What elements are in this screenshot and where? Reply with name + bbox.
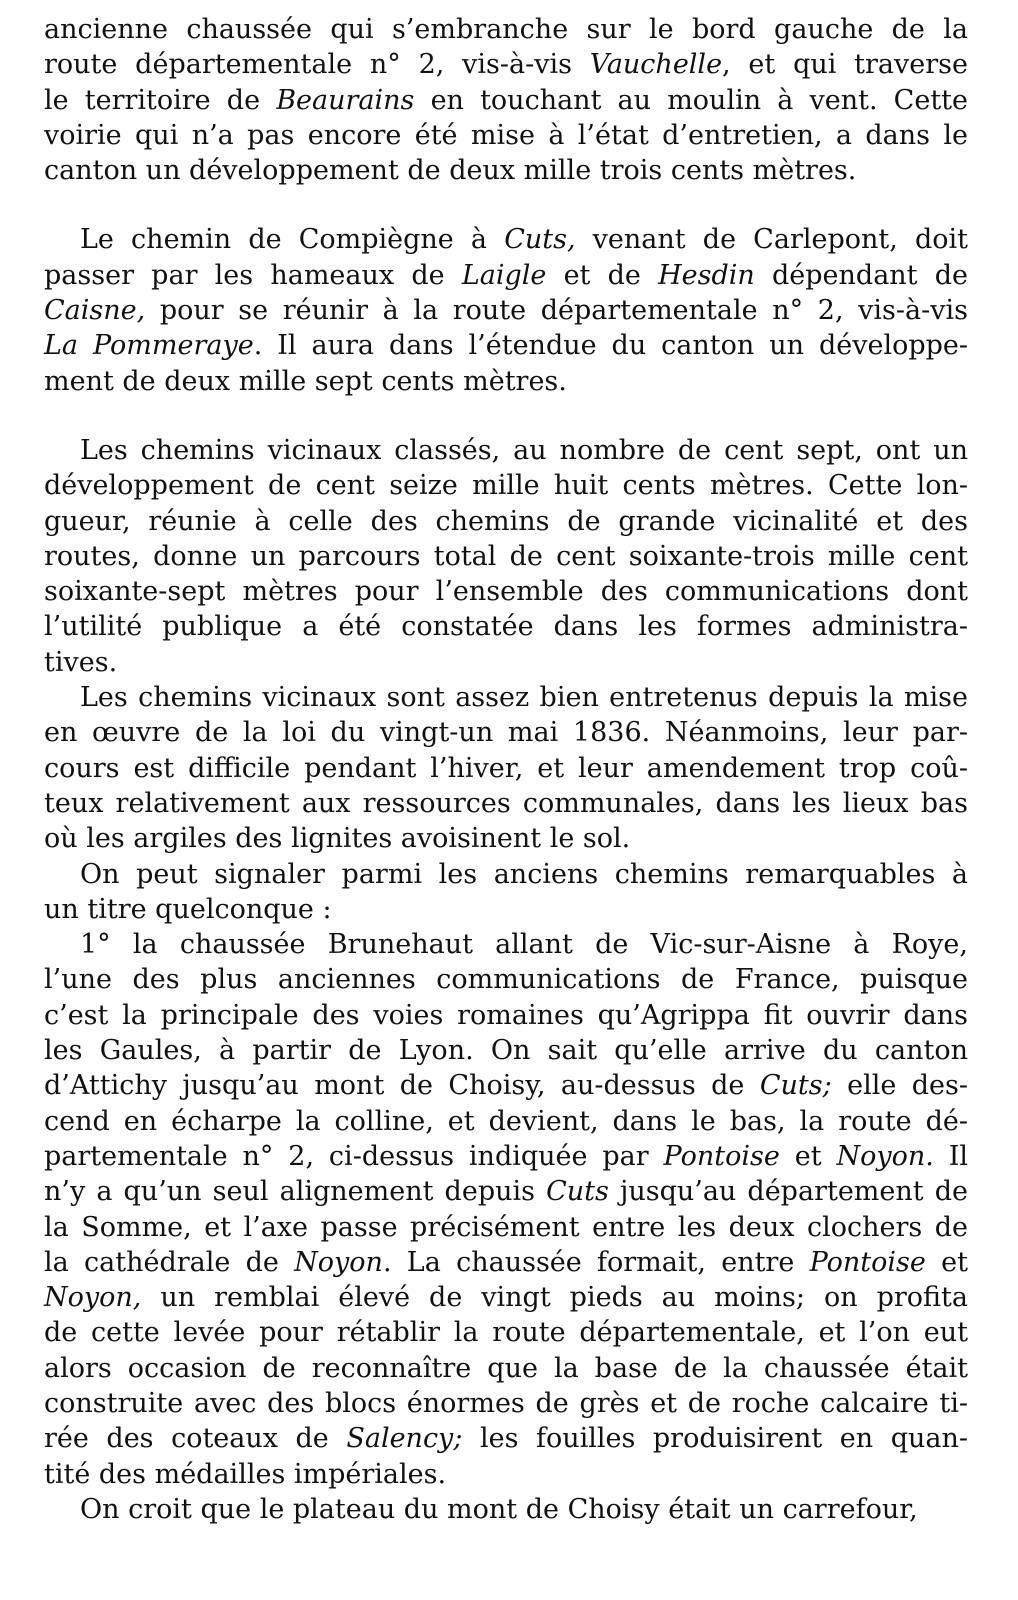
text-line: les Gaules, à partir de Lyon. On sait qu’elle arrive du canton <box>44 1035 968 1067</box>
paragraph <box>44 680 968 856</box>
text-line: le territoire de Beaurains en touchant au moulin à vent. Cette <box>44 84 968 116</box>
text-line: n’y a qu’un seul alignement depuis Cuts jusqu’au département de <box>44 1176 968 1208</box>
text-line: teux relativement aux ressources communales, dans les lieux bas <box>44 787 968 819</box>
text-line: développement de cent seize mille huit cents mètres. Cette lon- <box>44 470 968 502</box>
text-line: rée des coteaux de Salency; les fouilles produisirent en quan- <box>44 1423 969 1455</box>
text-body <box>44 12 968 1527</box>
text-line: passer par les hameaux de Laigle et de Hesdin dépendant de <box>44 259 969 291</box>
text-line: Noyon, un remblai élevé de vingt pieds au moins; on profita <box>44 1282 968 1314</box>
paragraph <box>44 433 968 680</box>
text-line: voirie qui n’a pas encore été mise à l’état d’entretien, a dans le <box>44 119 968 151</box>
text-line: Les chemins vicinaux classés, au nombre de cent sept, ont un <box>80 434 968 466</box>
text-line: alors occasion de reconnaître que la base de la chaussée était <box>44 1352 968 1384</box>
paragraph <box>44 927 968 1492</box>
text-line: soixante-sept mètres pour l’ensemble des communications dont <box>44 576 968 608</box>
text-line: 1° la chaussée Brunehaut allant de Vic-sur-Aisne à Roye, <box>80 929 968 961</box>
paragraph <box>44 857 968 928</box>
text-line: cours est difficile pendant l’hiver, et leur amendement trop coû- <box>44 752 968 784</box>
text-line: Les chemins vicinaux sont assez bien entretenus depuis la mise <box>80 682 968 714</box>
text-line: cend en écharpe la colline, et devient, dans le bas, la route dé- <box>44 1105 968 1137</box>
text-line: c’est la principale des voies romaines qu’Agrippa fit ouvrir dans <box>44 999 968 1031</box>
text-line: un titre quelconque : <box>44 893 332 925</box>
text-line: Caisne, pour se réunir à la route départementale n° 2, vis-à-vis <box>44 295 968 327</box>
text-line: ancienne chaussée qui s’embranche sur le bord gauche de la <box>44 14 968 45</box>
text-line: la Somme, et l’axe passe précisément entre les deux clochers de <box>44 1211 968 1243</box>
text-line: partementale n° 2, ci-dessus indiquée par Pontoise et Noyon. Il <box>44 1140 968 1172</box>
text-line: construite avec des blocs énormes de grès et de roche calcaire ti- <box>44 1387 968 1419</box>
text-line: tives. <box>44 646 118 678</box>
paragraph <box>44 12 968 188</box>
text-line: Le chemin de Compiègne à Cuts, venant de Carlepont, doit <box>80 224 968 256</box>
text-line: routes, donne un parcours total de cent soixante-trois mille cent <box>44 540 968 572</box>
text-line: On peut signaler parmi les anciens chemins remarquables à <box>80 858 968 890</box>
text-line: la cathédrale de Noyon. La chaussée formait, entre Pontoise et <box>44 1246 968 1278</box>
text-line: l’une des plus anciennes communications de France, puisque <box>44 964 968 996</box>
text-line: où les argiles des lignites avoisinent le sol. <box>44 823 631 855</box>
text-line: l’utilité publique a été constatée dans les formes administra- <box>44 611 968 643</box>
paragraph <box>44 222 968 398</box>
text-line: On croit que le plateau du mont de Choisy était un carrefour, <box>80 1493 918 1525</box>
text-line: ment de deux mille sept cents mètres. <box>44 365 567 397</box>
text-line: de cette levée pour rétablir la route départementale, et l’on eut <box>44 1317 968 1349</box>
text-line: tité des médailles impériales. <box>44 1458 447 1490</box>
text-line: canton un développement de deux mille trois cents mètres. <box>44 155 857 187</box>
text-line: route départementale n° 2, vis-à-vis Vauchelle, et qui traverse <box>44 49 969 81</box>
text-line: La Pommeraye. Il aura dans l’étendue du canton un développe- <box>44 330 968 362</box>
text-line: en œuvre de la loi du vingt-un mai 1836. Néanmoins, leur par- <box>44 717 968 749</box>
text-line: gueur, réunie à celle des chemins de grande vicinalité et des <box>44 505 968 537</box>
paragraph <box>44 1492 968 1527</box>
text-line: d’Attichy jusqu’au mont de Choisy, au-dessus de Cuts; elle des- <box>44 1070 969 1102</box>
